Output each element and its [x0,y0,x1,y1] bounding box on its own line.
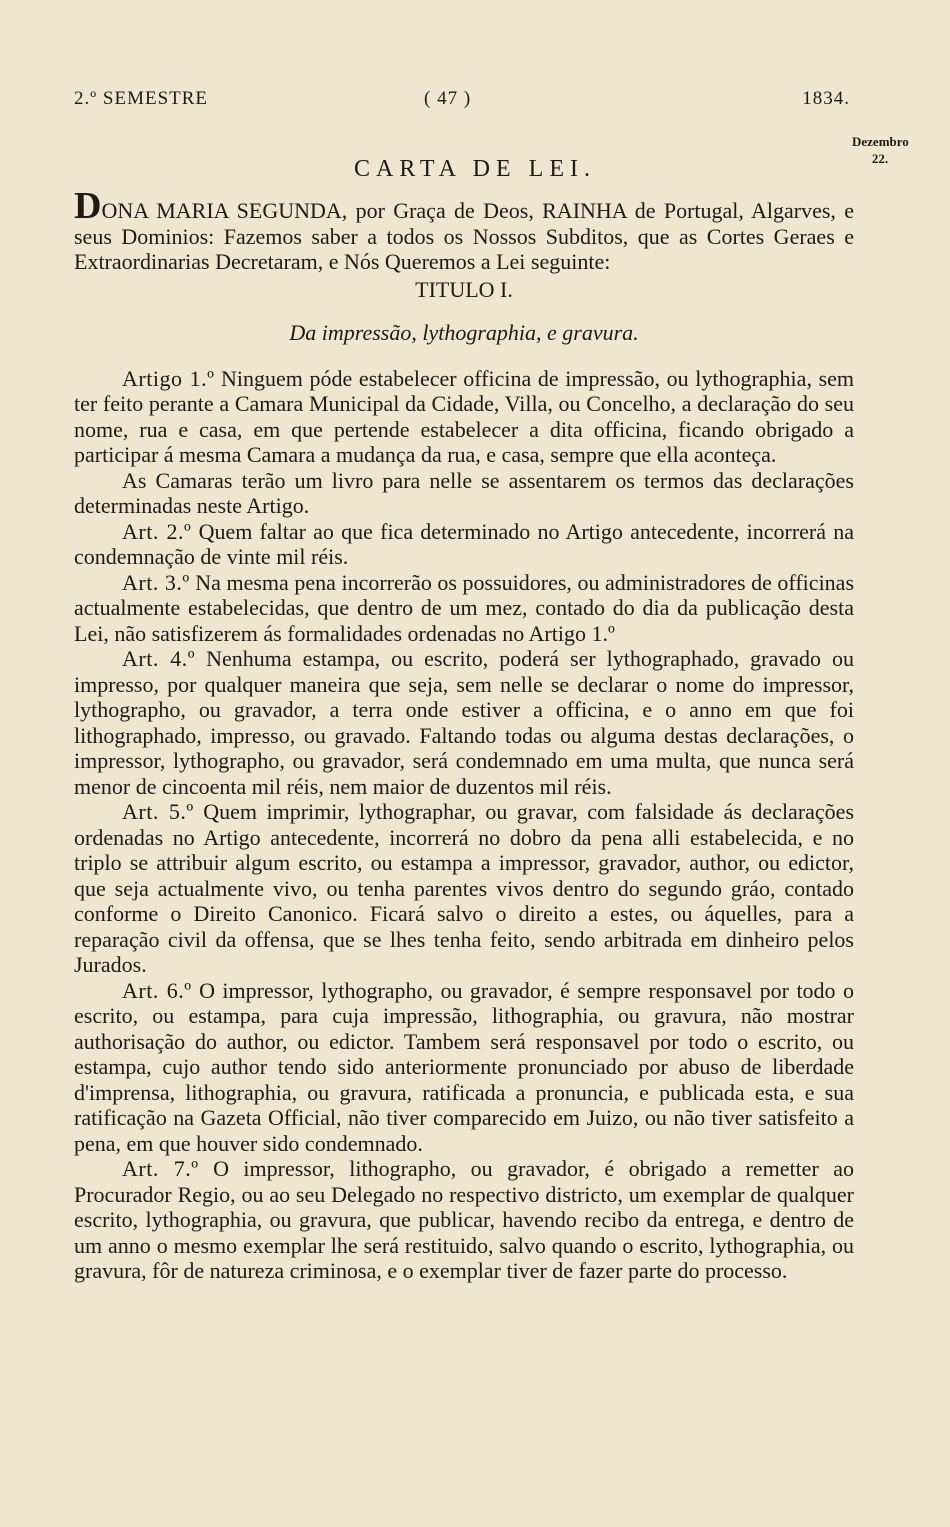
article-label: Art. 3.º [122,569,190,595]
margin-month: Dezembro [852,134,909,149]
header-semester: 2.º SEMESTRE [74,88,209,109]
page-number: ( 47 ) [424,88,472,109]
article-2 [74,519,854,570]
article-text: O impressor, lythographo, ou gravador, é sempre responsavel por todo o escrito, ou estampa, para cuja impressão, lithographia, ou gravura, não mostrar authorisação do author, ou edictor. Tambem será responsavel por todo o escrito, ou estampa, cujo author tendo sido anteriormente pronunciado por abuso de liberdade d'imprensa, lithographia, ou gravura, ratificada a pronuncia, e publicada esta, e sua ratificação na Gazeta Official, não tiver comparecido em Juizo, ou não tiver satisfeito a pena, em que houver sido condemnado. [74,977,855,1156]
article-text: O impressor, lithographo, ou gravador, é obrigado a remetter ao Procurador Regio, ou ao seu Delegado no respectivo districto, um exemplar de qualquer escrito, lythographia, ou gravura, que publicar, havendo recibo da entrega, e dentro de um anno o mesmo exemplar lhe será restituido, salvo quando o escrito, lythographia, ou gravura, fôr de natureza criminosa, e o exemplar tiver de fazer parte do processo. [74,1156,855,1283]
article-1-paragraph [74,468,854,519]
margin-day: 22. [871,151,889,166]
article-4 [74,646,854,799]
article-5 [74,799,854,978]
article-text: Ninguem póde estabelecer officina de impressão, ou lythographia, sem ter feito perante a Camara Municipal da Cidade, Villa, ou Concelho, a declaração do seu nome, rua e casa, em que pertende estabelecer a dita officina, ficando obrigado a participar á mesma Camara a mudança da rua, e casa, sempre que ella aconteça. [74,365,855,467]
article-6 [74,978,854,1157]
article-1 [74,366,854,468]
article-3 [74,570,854,647]
page-header [74,88,850,118]
intro-paragraph [74,185,854,275]
section-title: TITULO I. [415,276,513,302]
article-label: Artigo 1.º [122,365,215,391]
article-text: Quem faltar ao que fica determinado no Artigo antecedente, incorrerá na condemnação de vinte mil réis. [74,518,854,569]
article-7 [74,1156,854,1284]
drop-cap: D [74,185,102,227]
article-text: As Camaras terão um livro para nelle se assentarem os termos das declarações determinadas neste Artigo. [74,467,854,518]
article-label: Art. 2.º [122,518,192,544]
article-text: Quem imprimir, lythographar, ou gravar, com falsidade ás declarações ordenadas no Artigo antecedente, incorrerá no dobro da pena alli estabelecida, e no triplo se attribuir algum escrito, ou estampa a impressor, gravador, author, ou edictor, que seja actualmente vivo, ou tenha parentes vivos dentro do segundo gráo, contado conforme o Direito Canonico. Ficará salvo o direito a estes, ou áquelles, para a reparação civil da offensa, que se lhes tenha feito, sendo arbitrada em dinheiro pelos Jurados. [74,799,854,977]
section-subtitle: Da impressão, lythographia, e gravura. [289,320,639,345]
article-label: Art. 7.º [122,1156,199,1181]
article-text: Na mesma pena incorrerão os possuidores, ou administradores de officinas actualmente estabelecidas, que dentro de um mez, contado do dia da publicação desta Lei, não satisfizerem ás formalidades ordenadas no Artigo 1.º [74,569,855,646]
document-body [74,185,855,1284]
article-label: Art. 4.º [122,646,196,671]
article-text: Nenhuma estampa, ou escrito, poderá ser lythographado, gravado ou impresso, por qualquer maneira que seja, sem nelle se declarar o nome do impressor, lythographo, ou gravador, a terra onde estiver a officina, e o anno em que foi lithographado, impresso, ou gravado. Faltando todas ou alguma destas declarações, o impressor, lythographo, ou gravador, será condemnado em uma multa, que nunca será menor de cincoenta mil réis, nem maior de duzentos mil réis. [74,646,855,799]
document-title: CARTA DE LEI. [354,156,596,182]
intro-text: ONA MARIA SEGUNDA, por Graça de Deos, RAINHA de Portugal, Algarves, e seus Dominios: Fazemos saber a todos os Nossos Subditos, que as Cortes Geraes e Extraordinarias Decretaram, e Nós Queremos a Lei seguinte: [74,198,854,274]
article-label: Art. 6.º [122,977,192,1003]
article-label: Art. 5.º [122,799,194,824]
header-year: 1834. [802,88,850,109]
